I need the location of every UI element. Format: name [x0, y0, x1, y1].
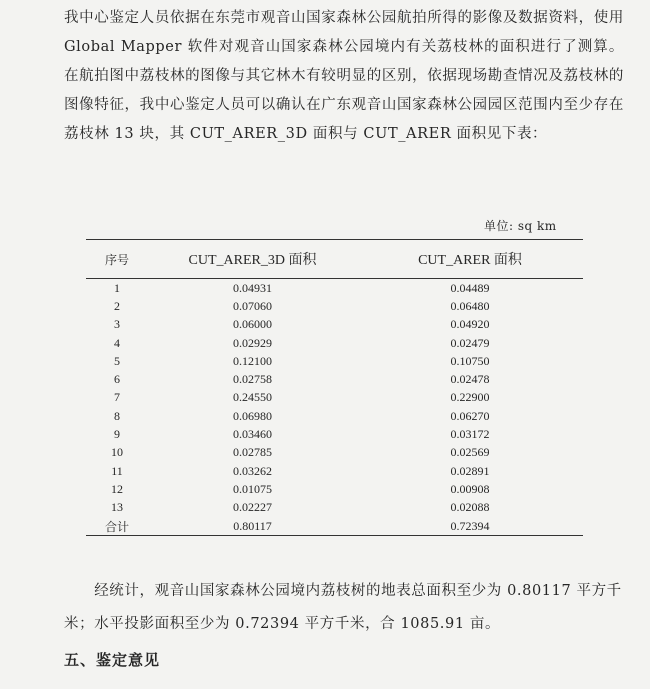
cell-cut-arer: 0.04489 [450, 280, 490, 295]
cell-cut-arer: 0.02891 [450, 463, 490, 478]
cell-index: 5 [114, 353, 120, 368]
cell-index: 12 [111, 481, 123, 496]
table-row [86, 425, 583, 443]
intro-paragraph: 我中心鉴定人员依据在东莞市观音山国家森林公园航拍所得的影像及数据资料，使用 Global Mapper 软件对观音山国家森林公园境内有关荔枝林的面积进行了测算。在航拍图中荔枝林的图像与其它林木有较明显的区别，依据现场勘查情况及荔枝林的图像特征，我中心鉴定人员可以确认在广东观音山国家森林公园园区范围内至少存在荔枝林 13 块，其 CUT_ARER_3D 面积与 CUT_ARER 面积见下表： [64, 10, 624, 142]
cell-cut-arer-3d: 0.02758 [233, 372, 272, 387]
cell-index: 2 [114, 298, 120, 313]
table-row [86, 444, 583, 462]
cell-cut-arer: 0.02569 [450, 445, 490, 460]
table-row [86, 334, 583, 352]
cell-cut-arer: 0.06270 [450, 408, 490, 423]
table-row [86, 370, 583, 388]
cell-index: 9 [114, 427, 120, 442]
table-body [86, 279, 583, 536]
cell-cut-arer: 0.02088 [450, 500, 490, 515]
cell-cut-arer-3d: 0.80117 [233, 518, 272, 533]
header-cut-arer-3d: CUT_ARER_3D 面积 [188, 253, 317, 268]
area-table [86, 239, 583, 536]
summary-paragraph: 经统计，观音山国家森林公园境内荔枝树的地表总面积至少为 0.80117 平方千米；水平投影面积至少为 0.72394 平方千米，合 1085.91 亩。 [64, 583, 622, 632]
cell-index: 8 [114, 408, 120, 423]
cell-cut-arer: 0.00908 [450, 481, 490, 496]
cell-cut-arer-3d: 0.06000 [233, 317, 272, 332]
cell-cut-arer: 0.72394 [450, 518, 490, 533]
section-heading: 五、鉴定意见 [64, 651, 161, 669]
cell-index: 13 [111, 500, 123, 515]
cell-index: 10 [111, 445, 123, 460]
table-row [86, 352, 583, 370]
cell-cut-arer: 0.02479 [450, 335, 490, 350]
header-index: 序号 [104, 252, 129, 267]
cell-index: 11 [111, 463, 123, 478]
cell-cut-arer-3d: 0.02929 [233, 335, 272, 350]
cell-index: 6 [114, 372, 120, 387]
cell-index: 4 [114, 335, 120, 350]
cell-cut-arer: 0.22900 [450, 390, 490, 405]
table-row [86, 297, 583, 315]
cell-cut-arer-3d: 0.03262 [233, 463, 272, 478]
table-row [86, 389, 583, 407]
table-row [86, 316, 583, 334]
cell-index: 3 [114, 317, 120, 332]
cell-index: 1 [114, 280, 120, 295]
cell-cut-arer: 0.04920 [450, 317, 490, 332]
table-row [86, 407, 583, 425]
cell-cut-arer: 0.02478 [450, 372, 490, 387]
cell-index: 合计 [104, 519, 129, 534]
table-header-row [86, 240, 583, 279]
cell-cut-arer: 0.03172 [450, 427, 490, 442]
cell-cut-arer-3d: 0.24550 [233, 390, 272, 405]
table-row [86, 480, 583, 498]
cell-cut-arer: 0.10750 [450, 353, 490, 368]
table-row [86, 279, 583, 298]
cell-cut-arer-3d: 0.06980 [233, 408, 272, 423]
cell-cut-arer-3d: 0.02227 [233, 500, 272, 515]
cell-cut-arer-3d: 0.02785 [233, 445, 272, 460]
cell-cut-arer-3d: 0.07060 [233, 298, 272, 313]
cell-index: 7 [114, 390, 120, 405]
cell-cut-arer-3d: 0.03460 [233, 427, 272, 442]
table-total-row [86, 517, 583, 536]
table-row [86, 499, 583, 517]
table-row [86, 462, 583, 480]
cell-cut-arer-3d: 0.01075 [233, 481, 272, 496]
unit-label: 单位: sq km [484, 219, 557, 233]
cell-cut-arer-3d: 0.04931 [233, 280, 272, 295]
cell-cut-arer: 0.06480 [450, 298, 490, 313]
cell-cut-arer-3d: 0.12100 [233, 353, 272, 368]
header-cut-arer: CUT_ARER 面积 [418, 253, 522, 268]
